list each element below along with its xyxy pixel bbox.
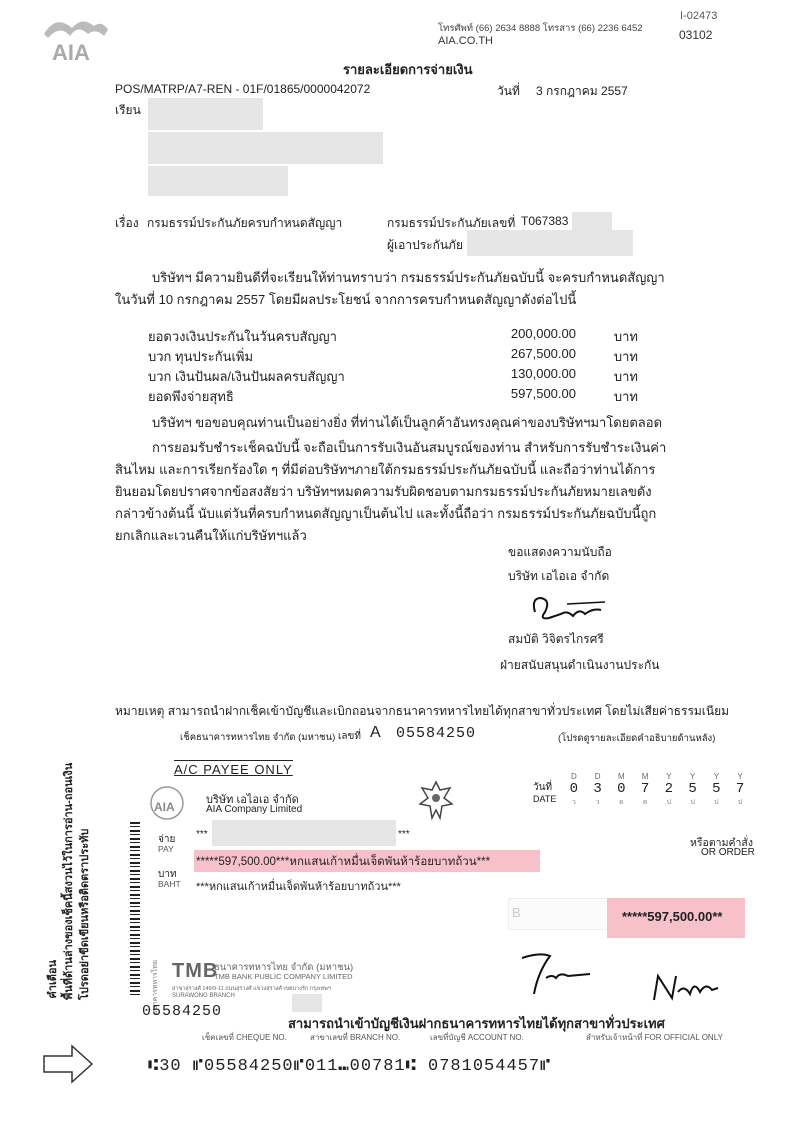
tmb-name-en: TMB BANK PUBLIC COMPANY LIMITED: [214, 972, 353, 981]
side-warning-3: โปรดอย่าขีดเขียนหรือติดตราประทับ: [79, 828, 91, 1000]
payee-only-stamp: A/C PAYEE ONLY: [174, 762, 293, 777]
deposit-note: สามารถนำเข้าบัญชีเงินฝากธนาคารทหารไทยได้ทุกสาขาทั่วประเทศ: [288, 1016, 665, 1031]
benefit-unit: บาท: [613, 349, 638, 364]
policy-number: T067383: [521, 214, 569, 228]
date-digit-sub: ป: [690, 799, 695, 806]
tmb-side-label: ธนาคารทหารไทย: [152, 960, 159, 1015]
note: หมายเหตุ สามารถนำฝากเช็คเข้าบัญชีและเบิกถอนจากธนาคารทหารไทยได้ทุกสาขาทั่วประเทศ โดยไม่เสียค่าธรรมเนียม: [115, 704, 730, 718]
date-digit-header: Y: [666, 772, 672, 781]
date-label-th: วันที่: [533, 782, 553, 793]
benefit-amount: 597,500.00: [510, 386, 576, 401]
website: AIA.CO.TH: [438, 35, 494, 47]
side-warning-1: คำเตือน: [47, 960, 59, 999]
date-digit-header: Y: [713, 772, 720, 781]
pay-label-en: PAY: [158, 844, 174, 854]
svg-text:AIA: AIA: [154, 800, 175, 814]
svg-text:AIA: AIA: [52, 40, 90, 64]
cheque-company-en: AIA Company Limited: [206, 804, 303, 815]
date-digit: 5: [712, 781, 721, 797]
field-label-account-no: เลขที่บัญชี ACCOUNT NO.: [430, 1033, 524, 1042]
bank-line: เช็คธนาคารทหารไทย จำกัด (มหาชน): [180, 732, 336, 743]
date-digit-cell: [633, 772, 657, 808]
date-digit-header: M: [618, 772, 625, 781]
see-back-note: (โปรดดูรายละเอียดคำอธิบายด้านหลัง): [558, 733, 716, 744]
amount-figures: *****597,500.00**: [622, 909, 723, 924]
date-digit: 2: [664, 781, 674, 797]
date-digit-header: D: [594, 772, 601, 781]
insured-label: ผู้เอาประกันภัย: [387, 238, 463, 252]
tmb-branch-en: SURAWONG BRANCH: [172, 993, 235, 999]
tmb-branch-address: สาขาสุรวงศ์ 149/9-11 ถนนสุรวงศ์ แขวงสุรวงศ์ เขตบางรัก กรุงเทพฯ: [172, 986, 331, 992]
tmb-name-th: ธนาคารทหารไทย จำกัด (มหาชน): [214, 962, 354, 973]
ref-top: I-02473: [680, 10, 718, 22]
date-digit-sub: ว: [571, 799, 576, 806]
date-digit: 5: [688, 781, 697, 797]
benefit-row-1: [148, 326, 638, 347]
benefit-row-total: [148, 386, 638, 407]
amount-box-prefix: B: [512, 905, 521, 920]
date-digit-sub: ป: [737, 799, 743, 806]
benefit-row-3: [148, 366, 638, 387]
date-label: วันที่: [497, 84, 520, 98]
date-digit-sub: ด: [642, 799, 648, 806]
date-digit-cell: [705, 772, 729, 808]
policy-redacted: [572, 212, 612, 230]
date-digit-cell: [728, 772, 752, 808]
date-digit-header: Y: [689, 772, 696, 781]
date-digit-header: D: [570, 772, 577, 781]
to-label: เรียน: [115, 103, 141, 117]
intro-paragraph: บริษัทฯ มีความยินดีที่จะเรียนให้ท่านทราบว่า กรมธรรม์ประกันภัยฉบับนี้ จะครบกำหนดสัญญาในวันที่ 10 กรกฎาคม 2557 โดยมีผลประโยชน์ จากการครบกำหนดสัญญาดังต่อไปนี้: [115, 270, 665, 307]
micr-line: ⑆30 ⑈05584250⑈011⑉00781⑆ 0781054457⑈: [148, 1057, 552, 1076]
payee-suffix: ***: [398, 829, 410, 840]
date-digit-cell: [681, 772, 705, 808]
date-digit-cell: [657, 772, 681, 808]
date-digit-header: Y: [737, 772, 743, 781]
date-digit-header: M: [641, 772, 649, 781]
cheque-no-printed: 05584250: [142, 1003, 223, 1020]
department: ฝ่ายสนับสนุนดำเนินงานประกัน: [500, 658, 660, 672]
payee-prefix: ***: [196, 829, 208, 840]
recipient-redacted: [148, 98, 263, 130]
benefit-amount: 200,000.00: [510, 326, 576, 341]
cheque-number-label: เลขที่: [338, 731, 361, 742]
pay-label-th: จ่าย: [158, 834, 176, 845]
benefit-amount: 267,500.00: [510, 346, 576, 361]
recipient-redacted: [148, 166, 288, 196]
benefit-row-2: [148, 346, 638, 367]
garuda-emblem: [418, 780, 454, 822]
signature: [527, 590, 607, 631]
date-digit: 3: [593, 781, 602, 797]
date-digit-cell: [610, 772, 634, 808]
date-digit: 0: [617, 781, 626, 797]
recipient-redacted: [148, 132, 383, 164]
aia-logo: [42, 12, 110, 64]
or-order-th: หรือตามคำสั่ง: [690, 837, 753, 849]
benefit-label: ยอดวงเงินประกันในวันครบสัญญา: [148, 329, 337, 344]
benefit-unit: บาท: [613, 389, 638, 404]
authorized-signature-2: [650, 970, 720, 1011]
amount-box-bg: [508, 898, 610, 930]
signer-name: สมบัติ วิจิตรไกรศรี: [508, 632, 604, 646]
date-digit: 7: [735, 781, 745, 797]
cheque-aia-logo: [147, 786, 187, 820]
subject: กรมธรรม์ประกันภัยครบกำหนดสัญญา: [147, 216, 343, 230]
security-barcode: [130, 822, 140, 998]
letter-date: 3 กรกฎาคม 2557: [536, 84, 628, 98]
closing: ขอแสดงความนับถือ: [508, 545, 612, 559]
insured-redacted: [467, 230, 633, 256]
benefit-unit: บาท: [613, 329, 638, 344]
page-title: รายละเอียดการจ่ายเงิน: [343, 62, 473, 77]
benefit-amount: 130,000.00: [510, 366, 576, 381]
company-name: บริษัท เอไอเอ จำกัด: [508, 569, 610, 583]
terms-paragraph: การยอมรับชำระเช็คฉบับนี้ จะถือเป็นการรับเงินอันสมบูรณ์ของท่าน สำหรับการรับชำระเงินค่าสินไหม และการเรียกร้องใด ๆ ที่มีต่อบริษัทฯภายใต้กรมธรรม์ประกันภัยฉบับนี้ และถือว่าท่านได้การยินยอมโดยปราศจากข้อสงสัยว่า บริษัทฯหมดความรับผิดชอบตามกรมธรรม์ประกันภัยหมายเลขดังกล่าวข้างต้นนี้ นับแต่วันที่ครบกำหนดสัญญาเป็นต้นไป และทั้งนี้ถือว่า กรมธรรม์ประกันภัยฉบับนี้ถูกยกเลิกและเวนคืนให้แก่บริษัทฯแล้ว: [115, 440, 667, 543]
cheque: [120, 722, 780, 1122]
payee-redacted: [212, 820, 396, 846]
benefit-label: บวก ทุนประกันเพิ่ม: [148, 349, 254, 364]
thanks-paragraph: บริษัทฯ ขอขอบคุณท่านเป็นอย่างยิ่ง ที่ท่านได้เป็นลูกค้าอันทรงคุณค่าของบริษัทฯมาโดยตลอด: [152, 415, 663, 430]
cheque-number: 05584250: [396, 725, 477, 742]
amount-words-line-1: *****597,500.00***หกแสนเก้าหมื่นเจ็ดพันห้าร้อยบาทถ้วน***: [196, 856, 491, 868]
field-label-official: สำหรับเจ้าหน้าที่ FOR OFFICIAL ONLY: [586, 1033, 723, 1042]
or-order-en: OR ORDER: [701, 847, 755, 858]
benefit-unit: บาท: [613, 369, 638, 384]
cheque-company-th: บริษัท เอไอเอ จำกัด: [206, 794, 299, 806]
date-digit-sub: ป: [666, 799, 672, 806]
date-digit: 0: [569, 781, 579, 797]
baht-label-th: บาท: [158, 869, 177, 880]
date-digit-sub: ป: [714, 799, 719, 806]
date-digit-cell: [586, 772, 610, 808]
arrow-icon: [42, 1044, 94, 1089]
ref-code: 03102: [679, 28, 713, 42]
field-label-branch-no: สาขาเลขที่ BRANCH NO.: [310, 1033, 401, 1042]
side-warning-2: พื้นที่ด้านล่างของเช็คนี้สงวนไว้ในการอ่าน-ถอนเงิน: [63, 762, 75, 1000]
reference-number: POS/MATRP/A7-REN - 01F/01865/0000042072: [115, 82, 371, 96]
subject-label: เรื่อง: [115, 216, 139, 230]
date-digit-cell: [562, 772, 586, 808]
amount-words-line-2: ***หกแสนเก้าหมื่นเจ็ดพันห้าร้อยบาทถ้วน***: [196, 881, 401, 893]
tmb-logo: TMB: [172, 960, 219, 982]
branch-redacted: [292, 994, 322, 1012]
benefit-label: บวก เงินปันผล/เงินปันผลครบสัญญา: [148, 369, 345, 384]
date-digit-sub: ด: [619, 799, 624, 806]
benefit-label: ยอดพึงจ่ายสุทธิ: [148, 389, 234, 404]
authorized-signature-1: [516, 948, 596, 1009]
baht-label-en: BAHT: [158, 879, 181, 889]
date-digit-sub: ว: [595, 799, 600, 806]
date-label-en: DATE: [533, 794, 557, 804]
contact-line: โทรศัพท์ (66) 2634 8888 โทรสาร (66) 2236 6452: [438, 23, 643, 34]
field-label-cheque-no: เช็คเลขที่ CHEQUE NO.: [202, 1033, 287, 1042]
cheque-number-prefix: A: [370, 724, 381, 741]
date-digit-grid: [562, 772, 752, 808]
date-digit: 7: [640, 781, 650, 797]
policy-label: กรมธรรม์ประกันภัยเลขที่: [387, 216, 516, 230]
